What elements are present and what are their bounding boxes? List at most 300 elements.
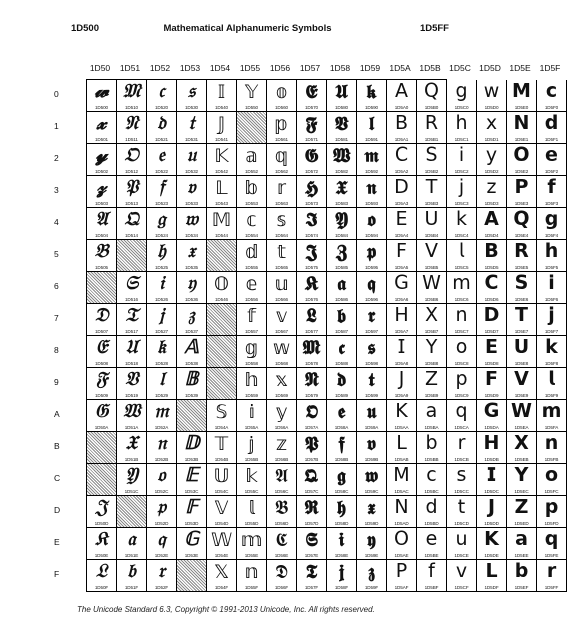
character-glyph: 𝗀	[455, 81, 468, 102]
character-glyph: 𝖸	[425, 337, 438, 358]
character-cell	[207, 496, 237, 528]
code-point-label: 1D567	[274, 329, 289, 334]
code-point-label: 1D514	[124, 233, 139, 238]
character-cell	[297, 144, 327, 176]
code-point-label: 1D53B	[184, 457, 199, 462]
character-glyph: 𝕹	[304, 369, 319, 391]
character-cell	[327, 560, 357, 592]
character-glyph: 𝖆	[336, 273, 347, 295]
code-point-label: 1D51A	[124, 425, 139, 430]
code-point-label: 1D5D3	[484, 201, 499, 206]
code-point-label: 1D5DA	[484, 425, 499, 430]
code-point-label: 1D5FC	[544, 489, 559, 494]
character-cell	[147, 336, 177, 368]
character-cell	[117, 464, 147, 496]
row-header: 3	[54, 185, 59, 195]
code-point-label: 1D529	[154, 393, 169, 398]
character-cell	[327, 528, 357, 560]
code-point-label: 1D54F	[214, 585, 229, 590]
code-point-label: 1D509	[94, 393, 109, 398]
character-cell	[357, 304, 387, 336]
character-glyph: 𝔪	[154, 401, 169, 422]
character-glyph: 𝔇	[94, 305, 109, 326]
character-glyph: 𝖲	[425, 145, 438, 166]
character-cell	[447, 208, 477, 240]
character-glyph: 𝖭	[394, 497, 409, 518]
code-point-label: 1D570	[304, 105, 319, 110]
character-glyph: 𝖢	[394, 145, 409, 166]
code-point-label: 1D58C	[334, 489, 349, 494]
character-glyph: 𝕫	[275, 433, 288, 455]
character-glyph: 𝕱	[305, 113, 318, 135]
code-point-label: 1D5F0	[544, 105, 559, 110]
character-cell	[297, 560, 327, 592]
column-header: 1D53	[179, 63, 201, 73]
character-cell	[387, 496, 417, 528]
character-glyph: 𝖥	[396, 241, 407, 262]
reserved-cell	[207, 240, 237, 272]
character-cell	[417, 80, 447, 112]
character-cell	[297, 272, 327, 304]
code-point-label: 1D578	[304, 361, 319, 366]
character-cell	[297, 368, 327, 400]
character-glyph: 𝕭	[274, 497, 289, 519]
character-cell	[267, 112, 297, 144]
character-glyph: 𝕯	[275, 561, 288, 583]
character-glyph: 𝖂	[332, 145, 351, 167]
character-glyph: 𝗽	[544, 497, 559, 518]
character-glyph: 𝕿	[305, 561, 318, 583]
character-cell	[477, 176, 507, 208]
character-glyph: 𝔸	[184, 337, 199, 358]
character-glyph: 𝔭	[157, 497, 166, 518]
code-point-label: 1D502	[94, 169, 109, 174]
character-cell	[207, 432, 237, 464]
character-glyph: 𝔙	[124, 369, 139, 390]
character-glyph: 𝗲	[545, 145, 558, 166]
code-point-label: 1D5B0	[424, 105, 439, 110]
character-glyph: 𝖓	[366, 177, 377, 199]
character-cell	[117, 400, 147, 432]
code-point-label: 1D59B	[364, 457, 379, 462]
reserved-cell	[207, 304, 237, 336]
character-cell	[417, 400, 447, 432]
code-point-label: 1D5C1	[454, 137, 469, 142]
character-cell	[237, 240, 267, 272]
code-point-label: 1D588	[334, 361, 349, 366]
character-glyph: 𝖛	[366, 433, 377, 455]
character-cell	[267, 80, 297, 112]
code-point-label: 1D574	[304, 233, 319, 238]
code-point-label: 1D5E0	[514, 105, 529, 110]
code-point-label: 1D501	[94, 137, 109, 142]
character-cell	[207, 464, 237, 496]
code-point-label: 1D52F	[154, 585, 169, 590]
character-glyph: 𝗆	[452, 273, 471, 294]
character-glyph: 𝗾	[544, 529, 559, 550]
code-point-label: 1D516	[124, 297, 139, 302]
character-cell	[357, 560, 387, 592]
character-cell	[177, 240, 207, 272]
character-glyph: 𝔦	[159, 273, 164, 294]
character-cell	[327, 336, 357, 368]
code-point-label: 1D5A2	[394, 169, 409, 174]
code-point-label: 1D5EF	[514, 585, 529, 590]
character-cell	[477, 272, 507, 304]
character-cell	[357, 432, 387, 464]
character-cell	[297, 432, 327, 464]
character-glyph: 𝗷	[548, 305, 555, 326]
character-glyph: 𝗬	[514, 465, 529, 486]
character-glyph: 𝕝	[248, 497, 255, 519]
column-header: 1D58	[329, 63, 351, 73]
character-glyph: 𝗏	[455, 561, 468, 582]
code-point-label: 1D539	[184, 393, 199, 398]
character-cell	[507, 208, 537, 240]
code-point-label: 1D58B	[334, 457, 349, 462]
character-glyph: 𝕰	[305, 81, 318, 103]
character-cell	[267, 144, 297, 176]
character-cell	[207, 112, 237, 144]
character-cell	[117, 528, 147, 560]
column-header: 1D5E	[509, 63, 531, 73]
character-cell	[537, 176, 567, 208]
character-cell	[177, 432, 207, 464]
code-point-label: 1D538	[184, 361, 199, 366]
character-cell	[267, 496, 297, 528]
code-point-label: 1D526	[154, 297, 169, 302]
code-point-label: 1D50D	[94, 521, 109, 526]
character-glyph: 𝗜	[486, 465, 497, 486]
code-point-label: 1D596	[364, 297, 379, 302]
row-header: 8	[54, 345, 59, 355]
character-cell	[237, 304, 267, 336]
character-glyph: 𝕓	[244, 177, 259, 199]
character-cell	[177, 272, 207, 304]
character-glyph: 𝔷	[188, 305, 195, 326]
character-glyph: 𝔯	[158, 561, 165, 582]
character-cell	[387, 208, 417, 240]
character-glyph: 𝕡	[274, 113, 289, 135]
code-point-label: 1D5E2	[514, 169, 529, 174]
reserved-cell	[207, 368, 237, 400]
code-point-label: 1D5E8	[514, 361, 529, 366]
character-cell	[357, 272, 387, 304]
character-cell	[147, 304, 177, 336]
code-point-label: 1D536	[184, 297, 199, 302]
code-point-label: 1D577	[304, 329, 319, 334]
character-cell	[447, 528, 477, 560]
character-glyph: 𝖌	[337, 465, 346, 487]
code-point-label: 1D5EE	[514, 553, 529, 558]
character-glyph: 𝕨	[272, 337, 291, 359]
character-glyph: 𝔍	[95, 497, 108, 518]
character-cell	[237, 496, 267, 528]
character-glyph: 𝕁	[217, 113, 226, 135]
character-cell	[327, 272, 357, 304]
character-glyph: 𝗧	[515, 305, 528, 326]
character-cell	[357, 144, 387, 176]
code-point-label: 1D5DF	[484, 585, 499, 590]
code-point-label: 1D5CE	[454, 553, 469, 558]
character-glyph: 𝔩	[159, 369, 164, 390]
character-glyph: 𝖶	[422, 273, 441, 294]
character-glyph: 𝔳	[187, 177, 196, 198]
row-header: 1	[54, 121, 59, 131]
character-cell	[327, 112, 357, 144]
character-glyph: 𝖖	[367, 273, 376, 295]
code-point-label: 1D589	[334, 393, 349, 398]
character-glyph: 𝔵	[187, 241, 196, 262]
code-point-label: 1D58E	[334, 553, 349, 558]
character-glyph: 𝖀	[335, 81, 348, 103]
code-point-label: 1D57A	[304, 425, 319, 430]
code-point-label: 1D512	[124, 169, 139, 174]
code-point-label: 1D528	[154, 361, 169, 366]
character-cell	[147, 528, 177, 560]
code-point-label: 1D575	[304, 265, 319, 270]
character-glyph: 𝔡	[157, 113, 166, 134]
character-cell	[477, 336, 507, 368]
character-glyph: 𝖼	[426, 465, 437, 486]
character-glyph: 𝖕	[366, 241, 377, 263]
code-point-label: 1D5F8	[544, 361, 559, 366]
character-cell	[387, 400, 417, 432]
code-point-label: 1D557	[244, 329, 259, 334]
character-cell	[387, 272, 417, 304]
character-glyph: 𝗕	[484, 241, 499, 262]
character-glyph: 𝗐	[483, 81, 500, 102]
code-point-label: 1D5BA	[424, 425, 439, 430]
character-glyph: 𝕷	[306, 305, 317, 327]
character-cell	[417, 144, 447, 176]
character-cell	[177, 208, 207, 240]
character-cell	[507, 112, 537, 144]
character-glyph: 𝗣	[514, 177, 529, 198]
character-glyph: 𝗻	[544, 433, 559, 454]
character-cell	[87, 560, 117, 592]
code-point-label: 1D582	[334, 169, 349, 174]
code-point-label: 1D52B	[154, 457, 169, 462]
character-glyph: 𝕖	[245, 273, 258, 295]
character-cell	[297, 304, 327, 336]
code-point-label: 1D5B5	[424, 265, 439, 270]
character-glyph: 𝕀	[217, 81, 226, 103]
character-cell	[237, 208, 267, 240]
code-point-label: 1D585	[334, 265, 349, 270]
character-cell	[207, 272, 237, 304]
code-point-label: 1D5B4	[424, 233, 439, 238]
character-glyph: 𝗉	[455, 369, 468, 390]
code-point-label: 1D581	[334, 137, 349, 142]
character-cell	[477, 304, 507, 336]
character-cell	[207, 560, 237, 592]
character-glyph: 𝕻	[304, 433, 319, 455]
character-glyph: 𝖾	[425, 529, 438, 550]
code-point-label: 1D52D	[154, 521, 169, 526]
code-point-label: 1D59E	[364, 553, 379, 558]
character-cell	[537, 496, 567, 528]
character-cell	[537, 208, 567, 240]
character-cell	[177, 80, 207, 112]
character-cell	[387, 336, 417, 368]
character-cell	[357, 112, 387, 144]
code-point-label: 1D5AA	[394, 425, 409, 430]
column-header: 1D5B	[419, 63, 441, 73]
character-glyph: 𝕠	[275, 81, 288, 103]
character-glyph: 𝕵	[305, 241, 318, 263]
character-cell	[147, 560, 177, 592]
code-point-label: 1D5E9	[514, 393, 529, 398]
character-cell	[387, 112, 417, 144]
character-glyph: 𝔴	[185, 209, 198, 230]
character-glyph: 𝗅	[458, 241, 465, 262]
character-glyph: 𝗫	[514, 433, 529, 454]
character-glyph: 𝗳	[547, 177, 556, 198]
character-cell	[507, 560, 537, 592]
column-header: 1D55	[239, 63, 261, 73]
code-point-label: 1D55B	[244, 457, 259, 462]
code-point-label: 1D593	[364, 201, 379, 206]
character-glyph: 𝖋	[338, 433, 345, 455]
code-point-label: 1D55D	[244, 521, 259, 526]
character-glyph: 𝗑	[485, 113, 498, 134]
character-glyph: 𝕢	[274, 145, 289, 167]
character-glyph: 𝔈	[95, 337, 108, 358]
character-glyph: 𝖝	[367, 497, 376, 519]
character-cell	[447, 464, 477, 496]
character-cell	[87, 528, 117, 560]
character-glyph: 𝖽	[425, 497, 438, 518]
character-glyph: 𝕮	[275, 529, 288, 551]
code-point-label: 1D5AE	[394, 553, 409, 558]
character-glyph: 𝖮	[394, 529, 409, 550]
code-point-label: 1D5C2	[454, 169, 469, 174]
character-glyph: 𝕣	[276, 177, 287, 199]
character-cell	[477, 464, 507, 496]
code-point-label: 1D5D2	[484, 169, 499, 174]
character-cell	[327, 80, 357, 112]
character-glyph: 𝗂	[458, 145, 465, 166]
character-glyph: 𝔢	[157, 145, 166, 166]
character-cell	[117, 208, 147, 240]
character-cell	[417, 112, 447, 144]
row-header: D	[54, 505, 61, 515]
character-glyph: 𝕧	[275, 305, 288, 327]
character-glyph: 𝕐	[244, 81, 259, 103]
code-point-label: 1D5B8	[424, 361, 439, 366]
code-point-label: 1D5FB	[544, 457, 559, 462]
code-point-label: 1D563	[274, 201, 289, 206]
reserved-cell	[87, 432, 117, 464]
character-glyph: 𝕬	[274, 465, 289, 487]
character-cell	[87, 336, 117, 368]
character-glyph: 𝗗	[483, 305, 500, 326]
character-glyph: 𝖳	[425, 177, 438, 198]
character-glyph: 𝕛	[248, 433, 255, 455]
character-glyph: 𝔻	[183, 433, 200, 454]
character-cell	[417, 240, 447, 272]
character-glyph: 𝗢	[513, 145, 530, 166]
character-cell	[417, 176, 447, 208]
character-glyph: 𝖎	[338, 529, 345, 551]
code-chart-grid	[86, 79, 562, 592]
row-header: 6	[54, 281, 59, 291]
reserved-cell	[177, 560, 207, 592]
code-point-label: 1D532	[184, 169, 199, 174]
row-header: 4	[54, 217, 59, 227]
character-glyph: 𝔲	[186, 145, 197, 166]
character-glyph: 𝗎	[455, 529, 468, 550]
character-glyph: 𝗰	[545, 81, 558, 102]
character-cell	[87, 144, 117, 176]
code-point-label: 1D543	[214, 201, 229, 206]
code-point-label: 1D5FD	[544, 521, 559, 526]
code-point-label: 1D544	[214, 233, 229, 238]
character-cell	[357, 464, 387, 496]
character-glyph: 𝔓	[124, 177, 139, 198]
character-cell	[177, 496, 207, 528]
code-point-label: 1D554	[244, 233, 259, 238]
character-cell	[237, 176, 267, 208]
character-glyph: 𝗞	[484, 529, 499, 550]
character-glyph: 𝗶	[548, 273, 555, 294]
character-glyph: 𝗄	[455, 209, 467, 230]
code-point-label: 1D5DD	[484, 521, 499, 526]
code-point-label: 1D5D7	[484, 329, 499, 334]
code-point-label: 1D58A	[334, 425, 349, 430]
code-point-label: 1D5B6	[424, 297, 439, 302]
character-glyph: 𝖇	[336, 305, 347, 327]
code-point-label: 1D523	[154, 201, 169, 206]
character-cell	[297, 336, 327, 368]
code-point-label: 1D5D4	[484, 233, 499, 238]
character-cell	[327, 176, 357, 208]
code-point-label: 1D503	[94, 201, 109, 206]
character-cell	[207, 528, 237, 560]
code-point-label: 1D5D1	[484, 137, 499, 142]
character-glyph: 𝔫	[156, 433, 167, 454]
character-glyph: 𝔚	[122, 401, 141, 422]
character-cell	[417, 208, 447, 240]
code-point-label: 1D560	[274, 105, 289, 110]
character-cell	[537, 80, 567, 112]
character-cell	[417, 560, 447, 592]
character-cell	[237, 144, 267, 176]
character-cell	[297, 496, 327, 528]
code-point-label: 1D5B3	[424, 201, 439, 206]
code-point-label: 1D594	[364, 233, 379, 238]
code-point-label: 1D5C7	[454, 329, 469, 334]
character-glyph: 𝔊	[94, 401, 109, 422]
character-cell	[297, 400, 327, 432]
column-header: 1D56	[269, 63, 291, 73]
code-point-label: 1D576	[304, 297, 319, 302]
code-point-label: 1D5AD	[394, 521, 409, 526]
character-cell	[177, 144, 207, 176]
character-glyph: 𝗒	[485, 145, 498, 166]
code-point-label: 1D505	[94, 265, 109, 270]
character-glyph: 𝗺	[541, 401, 562, 422]
code-point-label: 1D52C	[154, 489, 169, 494]
character-glyph: 𝗥	[514, 241, 529, 262]
code-point-label: 1D53E	[184, 553, 199, 558]
code-point-label: 1D5BB	[424, 457, 439, 462]
character-glyph: 𝕶	[304, 273, 319, 295]
character-glyph: 𝖤	[395, 209, 408, 230]
character-glyph: 𝗩	[514, 369, 529, 390]
character-cell	[507, 496, 537, 528]
